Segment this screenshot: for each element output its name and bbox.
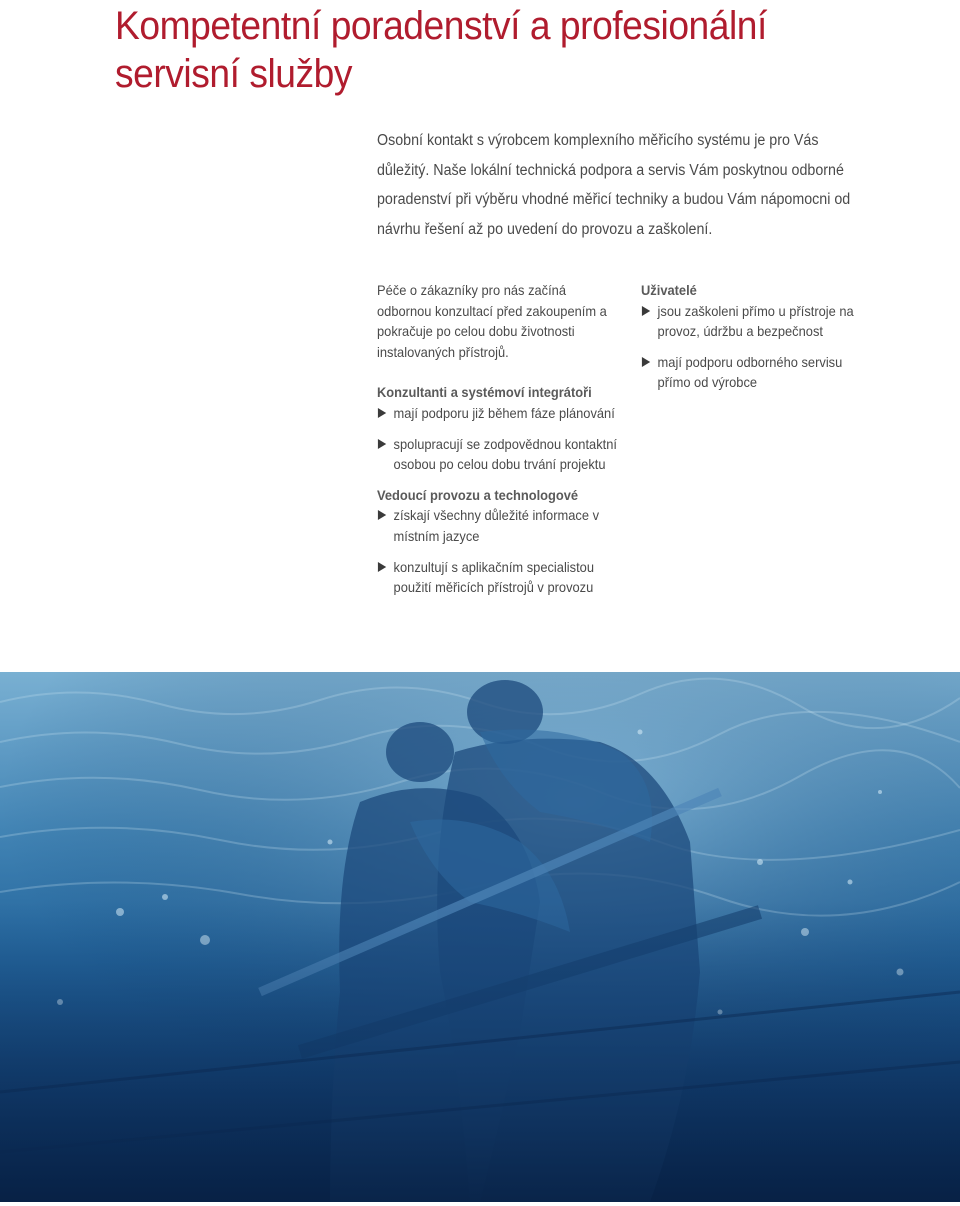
list-item: získají všechny důležité informace v místním jazyce xyxy=(377,505,624,546)
list-item: spolupracují se zodpovědnou kontaktní osobou po celou dobu trvání projektu xyxy=(377,434,624,475)
managers-heading: Vedoucí provozu a technologové xyxy=(377,486,579,503)
list-item: mají podporu odborného servisu přímo od výrobce xyxy=(641,352,871,393)
consultants-heading: Konzultanti a systémoví integrátoři xyxy=(377,384,592,401)
arrow-bullet-icon xyxy=(642,306,650,316)
right-column xyxy=(641,280,871,393)
customer-care-paragraph: Péče o zákazníky pro nás začíná odbornou konzultací před zakoupením a pokračuje po celou dobu životnosti instalovaných přístrojů. xyxy=(377,282,607,360)
page-title: Kompetentní poradenství a profesionální servisní služby xyxy=(115,4,767,96)
underwater-scene-image xyxy=(0,672,960,1202)
arrow-bullet-icon xyxy=(378,510,386,520)
arrow-bullet-icon xyxy=(378,439,386,449)
arrow-bullet-icon xyxy=(378,408,386,418)
list-item: mají podporu již během fáze plánování xyxy=(377,403,624,424)
users-heading: Uživatelé xyxy=(641,282,697,298)
arrow-bullet-icon xyxy=(642,357,650,367)
left-column xyxy=(377,280,624,598)
intro-paragraph: Osobní kontakt s výrobcem komplexního měřicího systému je pro Vás důležitý. Naše lokální technická podpora a servis Vám poskytnou odborné poradenství při výběru vhodné měřicí techniky a budou Vám nápomocni od návrhu řešení až po uvedení do provozu a zaškolení. xyxy=(377,132,851,238)
underwater-photo xyxy=(0,672,960,1202)
list-item: konzultují s aplikačním specialistou použití měřicích přístrojů v provozu xyxy=(377,557,624,598)
list-item: jsou zaškoleni přímo u přístroje na provoz, údržbu a bezpečnost xyxy=(641,301,871,342)
arrow-bullet-icon xyxy=(378,562,386,572)
